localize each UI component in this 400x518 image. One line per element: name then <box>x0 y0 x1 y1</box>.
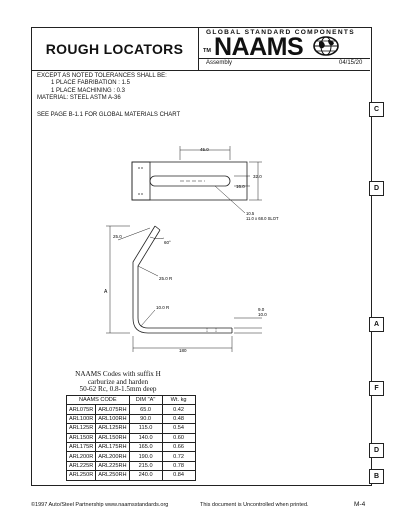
dim-label: 16.0 <box>236 184 245 189</box>
page-tab[interactable]: A <box>369 317 384 332</box>
dim-label: 180 <box>179 348 187 353</box>
code-cell: ARL125R <box>67 424 96 433</box>
code-cell: ARL200R <box>67 452 96 461</box>
dim-cell: 115.0 <box>129 424 162 433</box>
codes-caption-line: NAAMS Codes with suffix H <box>75 370 161 378</box>
table-row <box>67 405 196 414</box>
weight-cell: 0.60 <box>162 433 195 442</box>
code-cell: ARL225R <box>67 461 96 470</box>
code-cell: ARL175R <box>67 442 96 451</box>
dim-label: 10.0 <box>258 312 267 317</box>
table-row <box>67 424 196 433</box>
table-row <box>67 433 196 442</box>
subtitle: Assembly <box>206 60 233 66</box>
weight-cell: 0.48 <box>162 414 195 423</box>
dim-cell: 65.0 <box>129 405 162 414</box>
code-h-cell: ARL250RH <box>96 471 129 480</box>
revision-date: 04/15/20 <box>339 60 363 66</box>
table-header: DIM "A" <box>129 396 162 405</box>
table-header: NAAMS CODE <box>67 396 130 405</box>
brand-logo: NAAMS <box>214 33 304 61</box>
code-h-cell: ARL075RH <box>96 405 129 414</box>
dim-label: 9.0 <box>258 307 265 312</box>
weight-cell: 0.72 <box>162 452 195 461</box>
weight-cell: 0.66 <box>162 442 195 451</box>
code-h-cell: ARL150RH <box>96 433 129 442</box>
code-h-cell: ARL225RH <box>96 461 129 470</box>
trademark: TM <box>203 48 211 54</box>
slot-label: 11.0 x 68.0 SLOT <box>246 216 279 221</box>
code-h-cell: ARL125RH <box>96 424 129 433</box>
notes-line: MATERIAL: STEEL ASTM A-36 <box>37 95 121 102</box>
page-title: ROUGH LOCATORS <box>45 40 184 57</box>
dim-label: A <box>104 289 108 295</box>
dim-cell: 165.0 <box>129 442 162 451</box>
dim-label: 10.0 R <box>156 305 170 310</box>
table-row <box>67 414 196 423</box>
weight-cell: 0.84 <box>162 471 195 480</box>
angle-label: 60° <box>164 240 171 245</box>
page-tab[interactable]: D <box>369 443 384 458</box>
copyright: ©1997 Auto/Steel Partnership www.naamsstandards.org <box>31 502 169 508</box>
page-number: M-4 <box>354 501 366 508</box>
code-cell: ARL100R <box>67 414 96 423</box>
dim-cell: 240.0 <box>129 471 162 480</box>
table-row <box>67 471 196 480</box>
slot-label: 10.5 <box>246 211 255 216</box>
codes-table <box>66 395 196 481</box>
codes-caption-line: carburize and harden <box>87 377 149 386</box>
uncontrolled-notice: This document is Uncontrolled when printed. <box>200 502 309 508</box>
code-cell: ARL150R <box>67 433 96 442</box>
notes-line: 1 PLACE MACHINING : 0.3 <box>51 87 126 94</box>
table-row <box>67 442 196 451</box>
code-h-cell: ARL200RH <box>96 452 129 461</box>
code-h-cell: ARL100RH <box>96 414 129 423</box>
top-view <box>132 146 262 213</box>
side-view <box>106 226 262 352</box>
codes-caption-line: 50-62 Rc, 0.8-1.5mm deep <box>79 385 157 394</box>
brand-tagline: GLOBAL STANDARD COMPONENTS <box>206 29 355 36</box>
page-tab[interactable]: F <box>369 381 384 396</box>
page-tab[interactable]: B <box>369 469 384 484</box>
page-tab[interactable]: D <box>369 181 384 196</box>
table-header: Wt. kg <box>162 396 195 405</box>
materials-note: SEE PAGE B-1.1 FOR GLOBAL MATERIALS CHART <box>37 112 181 118</box>
weight-cell: 0.78 <box>162 461 195 470</box>
codes-caption <box>44 371 192 394</box>
dim-label: 45.0 <box>200 147 209 152</box>
dim-cell: 215.0 <box>129 461 162 470</box>
dim-label: 25.0 R <box>159 276 173 281</box>
notes-line: 1 PLACE FABRIBATION : 1.5 <box>51 80 130 87</box>
table-row <box>67 461 196 470</box>
table-row <box>67 452 196 461</box>
dim-label: 25.0 <box>113 234 122 239</box>
code-cell: ARL075R <box>67 405 96 414</box>
weight-cell: 0.42 <box>162 405 195 414</box>
code-cell: ARL250R <box>67 471 96 480</box>
code-h-cell: ARL175RH <box>96 442 129 451</box>
dim-label: 32.0 <box>253 174 262 179</box>
dim-cell: 90.0 <box>129 414 162 423</box>
dim-cell: 140.0 <box>129 433 162 442</box>
dim-cell: 190.0 <box>129 452 162 461</box>
page-tab[interactable]: C <box>369 102 384 117</box>
notes-line: EXCEPT AS NOTED TOLERANCES SHALL BE: <box>37 73 167 79</box>
weight-cell: 0.54 <box>162 424 195 433</box>
